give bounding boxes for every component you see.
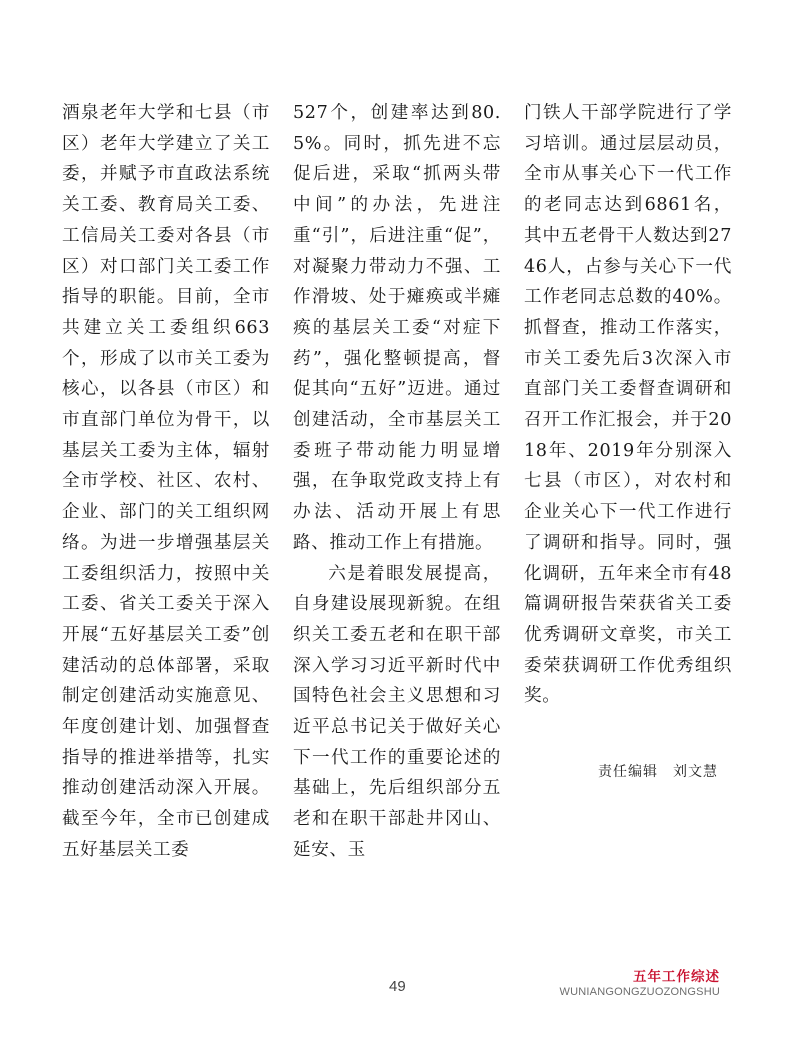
paragraph: 六是着眼发展提高，自身建设展现新貌。在组织关工委五老和在职干部深入学习习近平新时代中国特色社会主义思想和习近平总书记关于做好关心下一代工作的重要论述的基础上，先后组织部分五老和在职干部赴井冈山、延安、玉 [293, 563, 501, 860]
paragraph: 酒泉老年大学和七县（市区）老年大学建立了关工委，并赋予市直政法系统关工委、教育局关工委、工信局关工委对各县（市区）对口部门关工委工作指导的职能。目前，全市共建立关工委组织663个，形成了以市关工委为核心，以各县（市区）和市直部门单位为骨干，以基层关工委为主体，辐射全市学校、社区、农村、企业、部门的关工组织网络。为进一步增强基层关工委组织活力，按照中关工委、省关工委关于深入开展“五好基层关工委”创建活动的总体部署，采取制定创建活动实施意见、年度创建计划、加强督查指导的推进举措等，扎实推动创建活动深入开展。截至今年，全市已创建成五好基层关工委 [62, 103, 270, 860]
paragraph: 527个，创建率达到80.5%。同时，抓先进不忘促后进，采取“抓两头带中间”的办法，先进注重“引”，后进注重“促”，对凝聚力带动力不强、工作滑坡、处于瘫痪或半瘫痪的基层关工委“对症下药”，强化整顿提高，督促其向“五好”迈进。通过创建活动，全市基层关工委班子带动能力明显增强，在争取党政支持上有办法、活动开展上有思路、推动工作上有措施。 [293, 103, 501, 553]
editor-signature: 责任编辑 刘文慧 [598, 764, 718, 780]
article-column-3 [524, 98, 732, 780]
article-column-2 [293, 98, 501, 866]
section-pinyin: WUNIANGONGZUOZONGSHU [559, 986, 720, 998]
paragraph: 门铁人干部学院进行了学习培训。通过层层动员，全市从事关心下一代工作的老同志达到6861名，其中五老骨干人数达到2746人，占参与关心下一代工作老同志总数的40%。抓督查，推动工作落实，市关工委先后3次深入市直部门关工委督查调研和召开工作汇报会，并于2018年、2019年分别深入七县（市区），对农村和企业关心下一代工作进行了调研和指导。同时，强化调研，五年来全市有48篇调研报告荣获省关工委优秀调研文章奖，市关工委荣获调研工作优秀组织奖。 [524, 103, 732, 707]
section-footer [560, 969, 720, 999]
article-column-1 [62, 98, 270, 866]
article-body [62, 98, 734, 860]
page-number: 49 [389, 978, 406, 995]
section-title: 五年工作综述 [633, 969, 720, 985]
